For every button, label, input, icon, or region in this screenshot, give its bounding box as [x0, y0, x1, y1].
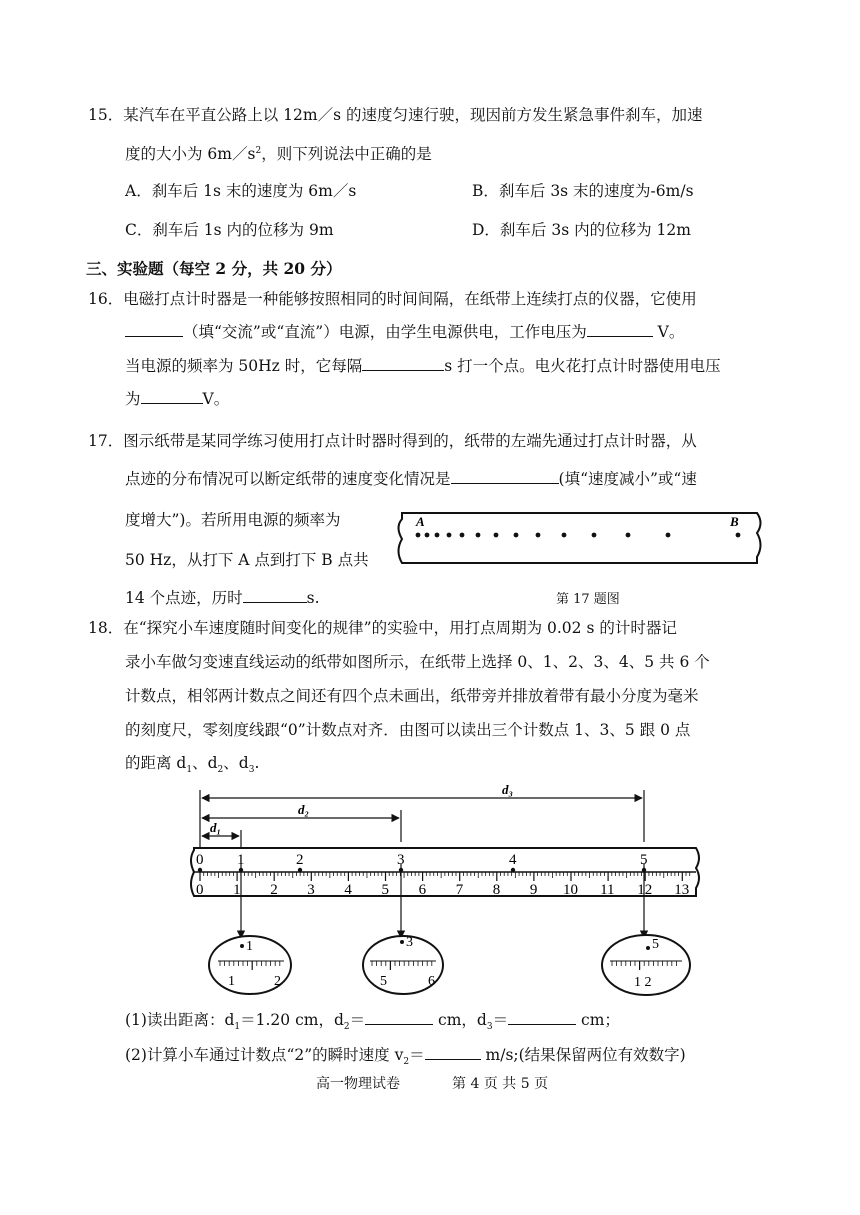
q16-line1: 16．电磁打点计时器是一种能够按照相同的时间间隔，在纸带上连续打点的仪器，它使用: [88, 290, 697, 308]
tape-dot: [447, 533, 452, 538]
q18-blank-d3[interactable]: [508, 1008, 576, 1025]
q18-line5-sub1: 1: [186, 765, 193, 776]
tape-dot: [562, 533, 567, 538]
ruler-scale-label: 6: [418, 882, 427, 898]
q17-blank-2[interactable]: [243, 586, 307, 603]
tape-dot: [494, 533, 499, 538]
tape-dot: [435, 533, 440, 538]
tape-dot: [460, 533, 465, 538]
ruler-scale-label: 10: [563, 882, 578, 898]
q17-line5: [125, 586, 320, 609]
q18-line5: [125, 752, 259, 774]
q17-line2-b: (填“速度减小”或“速: [558, 470, 697, 488]
q15-line2-sup: 2: [255, 145, 262, 156]
q17-line3: 度增大”)。若所用电源的频率为: [125, 511, 341, 529]
q18-line5-d: .: [254, 754, 260, 772]
ruler-scale-label: 5: [381, 882, 389, 898]
count-point-label: 5: [640, 852, 648, 868]
section3-title: 三、实验题（每空 2 分，共 20 分）: [86, 259, 342, 278]
q16-line4: [125, 387, 229, 410]
zoom-ellipse-1: [209, 936, 291, 994]
tape-dot: [536, 533, 541, 538]
zoom1-scale-2: 2: [274, 974, 281, 989]
zoom5-point-label: 5: [652, 937, 659, 952]
q16-blank-1[interactable]: [125, 320, 183, 337]
q18-line5-a: 的距离 d: [125, 754, 187, 772]
ruler-scale-label: 3: [307, 882, 315, 898]
ruler-scale-label: 8: [492, 882, 501, 898]
q17-line2-a: 点迹的分布情况可以断定纸带的速度变化情况是: [125, 470, 451, 488]
q16-line2-b: （填“交流”或“直流”）电源，由学生电源供电，工作电压为: [183, 323, 587, 341]
q17-tape-label-b: B: [730, 514, 739, 529]
zoom5-scale: 1 2: [634, 975, 652, 990]
ruler-scale-label: 9: [529, 882, 538, 898]
q18-blank-v2[interactable]: [425, 1043, 481, 1060]
count-point-dot: [298, 868, 302, 872]
q15-line1: 15．某汽车在平直公路上以 12m／s 的速度匀速行驶，现因前方发生紧急事件刹车，加速: [88, 106, 703, 124]
q17-line1: 17．图示纸带是某同学练习使用打点计时器时得到的，纸带的左端先通过打点计时器，从: [88, 432, 697, 450]
q18-ruler-figure: [180, 780, 710, 1005]
zoom3-scale-5: 5: [380, 974, 387, 989]
q18-line3: 计数点，相邻两计数点之间还有四个点未画出，纸带旁并排放着带有最小分度为毫米: [125, 687, 699, 705]
q17-tape-outline: [399, 513, 761, 563]
q15-option-d: D．刹车后 3s 内的位移为 12m: [472, 221, 691, 239]
q18-sub2: (2)计算小车通过计数点“2”的瞬时速度 $v_2=$ m/s;(结果保留两位有效数字): [125, 1043, 686, 1066]
q16-blank-4[interactable]: [141, 387, 203, 404]
ruler-scale-label: 13: [674, 882, 690, 898]
tape-dot: [626, 533, 631, 538]
q17-tape-label-a: A: [416, 514, 425, 529]
tape-dot: [476, 533, 481, 538]
q16-line2: [125, 320, 684, 343]
ruler-scale-label: 4: [344, 882, 352, 898]
footer-page-number: 第 4 页 共 5 页: [452, 1076, 549, 1092]
q17-figure-caption: 第 17 题图: [556, 592, 620, 607]
q16-blank-3[interactable]: [362, 354, 444, 371]
zoom3-scale-6: 6: [428, 974, 435, 989]
footer-subject: 高一物理试卷: [316, 1076, 400, 1092]
zoom-ellipse-5: [602, 935, 690, 995]
q18-line1: 18．在“探究小车速度随时间变化的规律”的实验中，用打点周期为 0.02 s 的计时器记: [88, 619, 677, 637]
q18-line5-sub2: 2: [217, 765, 224, 776]
q16-line2-c: V。: [652, 323, 685, 341]
tape-dot: [592, 533, 597, 538]
tape-dot: [416, 533, 421, 538]
q15-option-b: B．刹车后 3s 末的速度为-6m/s: [472, 182, 694, 200]
q18-line2: 录小车做匀变速直线运动的纸带如图所示，在纸带上选择 0、1、2、3、4、5 共 6 个: [125, 653, 710, 671]
tape-dot: [514, 533, 519, 538]
zoom-ellipse-3: [363, 935, 443, 994]
q17-line4: 50 Hz，从打下 A 点到打下 B 点共: [125, 551, 369, 569]
zoom1-point-label: 1: [246, 939, 253, 954]
ruler-scale-label: 2: [270, 882, 278, 898]
q17-blank-1[interactable]: [451, 467, 559, 484]
q15-line2-b: ，则下列说法中正确的是: [261, 145, 432, 163]
ruler-scale-label: 7: [455, 882, 464, 898]
q15-option-c: C．刹车后 1s 内的位移为 9m: [125, 221, 334, 239]
ruler-scale-label: 11: [600, 882, 615, 898]
count-point-label: 0: [196, 852, 204, 868]
label-d1: d₁: [210, 820, 222, 835]
label-d2: d₂: [298, 802, 310, 817]
count-point-dot: [511, 868, 515, 872]
q18-line5-c: 、d: [223, 754, 249, 772]
ruler-scale-label: 12: [637, 882, 653, 898]
q15-line2: [125, 143, 432, 165]
tape-dot: [736, 533, 741, 538]
ruler-scale-label: 1: [233, 882, 241, 898]
q17-line2: [125, 467, 697, 490]
q16-line3-a: 当电源的频率为 50Hz 时，它每隔: [125, 357, 363, 375]
zoom3-point-label: 3: [406, 935, 413, 950]
q18-blank-d2[interactable]: [365, 1008, 433, 1025]
q18-line5-sub3: 3: [248, 765, 255, 776]
q15-option-a: A．刹车后 1s 末的速度为 6m／s: [125, 182, 357, 200]
zoom1-scale-1: 1: [228, 974, 235, 989]
tape-dot: [666, 533, 671, 538]
q18-line4: 的刻度尺，零刻度线跟“0”计数点对齐．由图可以读出三个计数点 1、3、5 跟 0 点: [125, 721, 691, 739]
q15-line2-a: 度的大小为 6m／s: [125, 145, 256, 163]
q16-line4-a: 为: [125, 390, 141, 408]
ruler-scale-label: 0: [196, 882, 204, 898]
q16-line3-b: s 打一个点。电火花打点计时器使用电压: [444, 357, 721, 375]
label-d3: d₃: [502, 782, 514, 797]
count-point-label: 3: [397, 852, 405, 868]
q17-line5-b: s.: [306, 589, 320, 607]
q16-blank-2[interactable]: [587, 320, 653, 337]
count-point-label: 2: [296, 852, 304, 868]
q16-line4-b: V。: [202, 390, 230, 408]
q17-paper-tape: [392, 505, 767, 575]
q17-line5-a: 14 个点迹，历时: [125, 589, 243, 607]
q18-line5-b: 、d: [192, 754, 218, 772]
count-point-dot: [198, 868, 202, 872]
count-point-label: 1: [237, 852, 245, 868]
count-point-label: 4: [509, 852, 517, 868]
q18-sub1: (1)读出距离：$d_1=1.20$ cm，$d_2=$ cm，$d_3=$ cm；: [125, 1008, 620, 1031]
tape-dot: [425, 533, 430, 538]
q16-line3: [125, 354, 721, 377]
